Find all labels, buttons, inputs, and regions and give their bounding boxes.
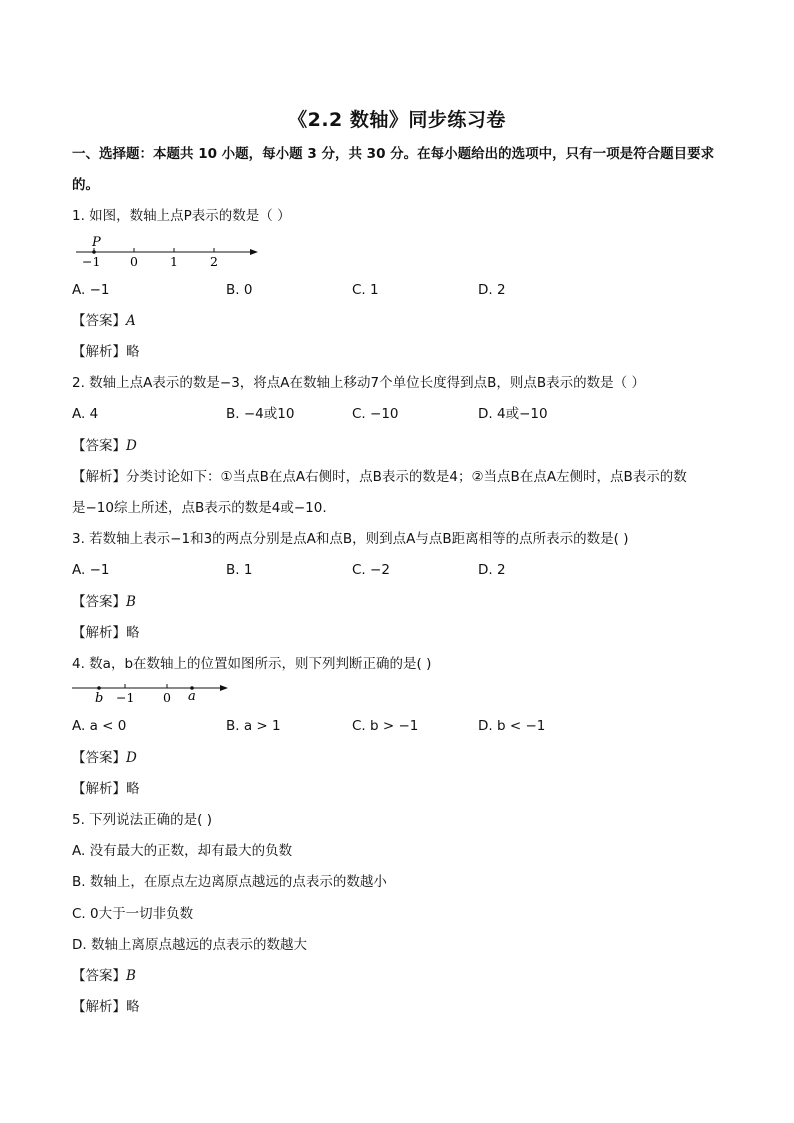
number-line-arrow [220, 685, 228, 691]
question-1-analysis [72, 343, 140, 361]
analysis-tag: 【解析】 [72, 999, 126, 1015]
answer-tag: 【答案】 [72, 750, 126, 766]
option-b: B. 0 [226, 282, 253, 298]
analysis-text: 分类讨论如下：①当点B在点A右侧时，点B表示的数是4；②当点B在点A左侧时，点B表示的数 [126, 469, 687, 485]
number-line-arrow [250, 249, 258, 255]
answer-value: D [126, 750, 137, 766]
answer-tag: 【答案】 [72, 313, 126, 329]
option-c: C. −10 [352, 406, 399, 422]
question-2-stem: 2. 数轴上点A表示的数是−3，将点A在数轴上移动7个单位长度得到点B，则点B表示的数是（ ） [72, 375, 645, 391]
option-c: C. b > −1 [352, 718, 419, 734]
answer-tag: 【答案】 [72, 968, 126, 984]
question-4-analysis [72, 780, 140, 798]
question-3-answer [72, 593, 136, 611]
option-c: C. 1 [352, 282, 379, 298]
section-header-line1: 一、选择题：本题共 10 小题，每小题 3 分，共 30 分。在每小题给出的选项中，只有一项是符合题目要求 [72, 146, 715, 162]
option-d: D. b < −1 [478, 718, 546, 734]
question-2-analysis [72, 468, 687, 486]
question-4-answer [72, 749, 137, 767]
tick-label: 0 [163, 690, 171, 705]
section-header-line2: 的。 [72, 177, 99, 193]
question-1-answer [72, 312, 136, 330]
option-d: D. 数轴上离原点越远的点表示的数越大 [72, 937, 307, 953]
question-2-answer [72, 437, 137, 455]
option-a: A. a < 0 [72, 718, 127, 734]
analysis-tag: 【解析】 [72, 781, 126, 797]
question-5-stem: 5. 下列说法正确的是( ) [72, 812, 212, 828]
question-3-options [72, 561, 722, 579]
question-4-number-line [68, 678, 238, 708]
question-5-answer [72, 967, 136, 985]
question-2-options [72, 405, 722, 423]
question-1-stem: 1. 如图，数轴上点P表示的数是（ ） [72, 208, 291, 224]
option-b: B. 1 [226, 562, 253, 578]
analysis-text: 略 [126, 999, 140, 1015]
option-a: A. −1 [72, 282, 110, 298]
question-3-stem: 3. 若数轴上表示−1和3的两点分别是点A和点B，则到点A与点B距离相等的点所表示的数是( ) [72, 531, 629, 547]
option-d: D. 2 [478, 282, 506, 298]
answer-value: B [126, 594, 136, 610]
option-c: C. 0大于一切非负数 [72, 906, 194, 922]
option-d: D. 4或−10 [478, 406, 548, 422]
option-a: A. 没有最大的正数，却有最大的负数 [72, 843, 293, 859]
tick-label: 1 [170, 254, 178, 269]
analysis-tag: 【解析】 [72, 625, 126, 641]
question-2-analysis-cont: 是−10综上所述，点B表示的数是4或−10. [72, 500, 327, 516]
question-1-number-line [72, 233, 262, 269]
answer-value: B [126, 968, 136, 984]
option-b: B. a > 1 [226, 718, 281, 734]
answer-tag: 【答案】 [72, 594, 126, 610]
point-b-label: b [95, 691, 104, 706]
answer-value: A [126, 313, 136, 329]
tick-label: 0 [130, 254, 138, 269]
analysis-text: 略 [126, 781, 140, 797]
tick-label: 2 [210, 254, 218, 269]
question-4-stem: 4. 数a，b在数轴上的位置如图所示，则下列判断正确的是( ) [72, 656, 432, 672]
question-1-options [72, 281, 722, 299]
analysis-text: 略 [126, 344, 140, 360]
point-a-label: a [188, 689, 196, 704]
point-p-label: P [92, 235, 101, 250]
option-a: A. 4 [72, 406, 99, 422]
analysis-tag: 【解析】 [72, 469, 126, 485]
page-title: 《2.2 数轴》同步练习卷 [288, 109, 506, 131]
tick-label: −1 [116, 690, 135, 705]
question-3-analysis [72, 624, 140, 642]
question-5-analysis [72, 998, 140, 1016]
tick-label: −1 [82, 254, 101, 269]
option-d: D. 2 [478, 562, 506, 578]
analysis-text: 略 [126, 625, 140, 641]
option-a: A. −1 [72, 562, 110, 578]
option-c: C. −2 [352, 562, 390, 578]
answer-tag: 【答案】 [72, 438, 126, 454]
analysis-tag: 【解析】 [72, 344, 126, 360]
question-4-options [72, 717, 722, 735]
answer-value: D [126, 438, 137, 454]
option-b: B. −4或10 [226, 406, 295, 422]
option-b: B. 数轴上，在原点左边离原点越远的点表示的数越小 [72, 874, 387, 890]
point-b-dot [97, 686, 101, 690]
